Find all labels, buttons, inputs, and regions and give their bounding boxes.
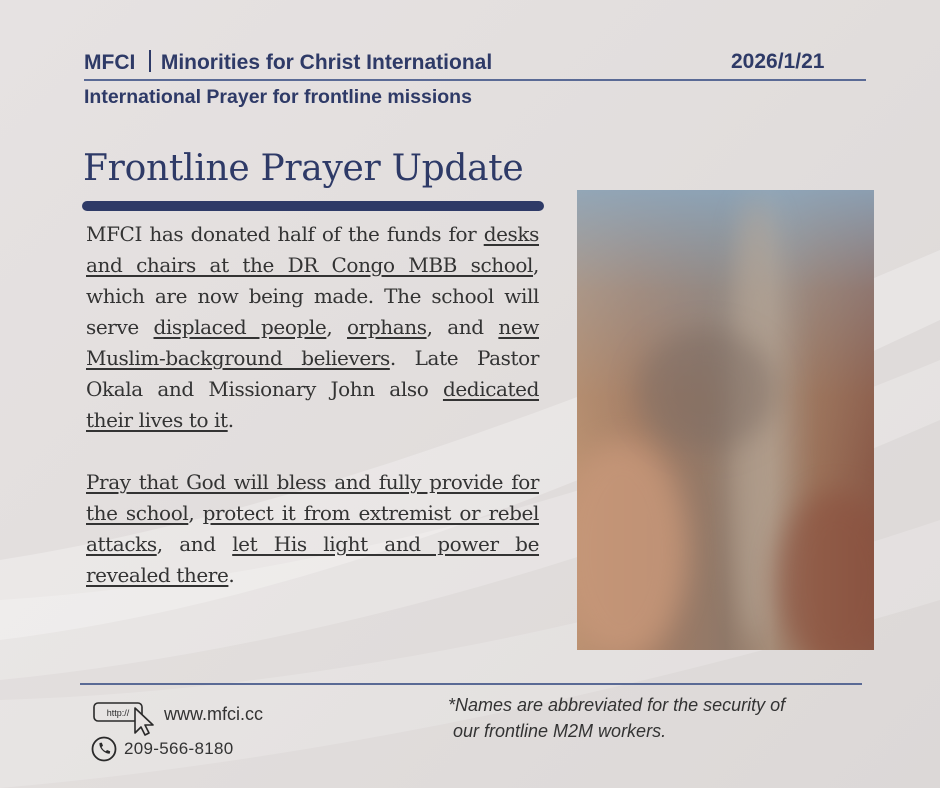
title-underline-bar: [82, 201, 544, 211]
header-divider: [84, 79, 866, 81]
phone-icon: [91, 736, 117, 762]
security-note-line2: our frontline M2M workers.: [453, 721, 667, 741]
header-subtitle: International Prayer for frontline missions: [84, 86, 472, 108]
website-link[interactable]: www.mfci.cc: [164, 704, 263, 724]
org-full: Minorities for Christ International: [160, 51, 493, 74]
page-title: Frontline Prayer Update: [83, 148, 524, 189]
highlight-displaced-people: displaced people: [153, 315, 327, 339]
highlight-protect: protect it from extremist or rebel attacks: [86, 501, 539, 556]
body-text: [86, 219, 539, 591]
header-separator: [149, 50, 151, 72]
highlight-dedicated-lives: dedicated their lives to it: [86, 377, 539, 432]
web-link-icon: [93, 700, 159, 736]
highlight-mbb-believers: new Muslim-background believers: [86, 315, 539, 370]
highlight-orphans: orphans: [347, 315, 427, 339]
org-short: MFCI: [84, 51, 136, 74]
svg-text:http://: http://: [106, 708, 130, 718]
security-note: [448, 692, 868, 744]
highlight-light-power: let His light and power be revealed there: [86, 532, 540, 587]
phone-number[interactable]: 209-566-8180: [124, 739, 234, 758]
highlight-bless-provide: Pray that God will bless and fully provide for the school: [86, 470, 539, 525]
security-note-line1: *Names are abbreviated for the security of: [448, 695, 786, 715]
header-date: 2026/1/21: [731, 50, 825, 73]
paragraph-update: MFCI has donated half of the funds for desks and chairs at the DR Congo MBB school, which are now being made. The school will serve displaced people, orphans, and new Muslim-background believers. Late Pastor Okala and Missionary John also dedicated their lives to it.: [86, 222, 539, 432]
paragraph-prayer: Pray that God will bless and fully provide for the school, protect it from extremist or rebel attacks, and let His light and power be revealed there.: [86, 470, 540, 587]
blurred-photo: [577, 190, 874, 650]
header-organization: [84, 50, 492, 75]
footer-divider: [80, 683, 862, 685]
highlight-desks-chairs: desks and chairs at the DR Congo MBB school: [86, 222, 539, 277]
